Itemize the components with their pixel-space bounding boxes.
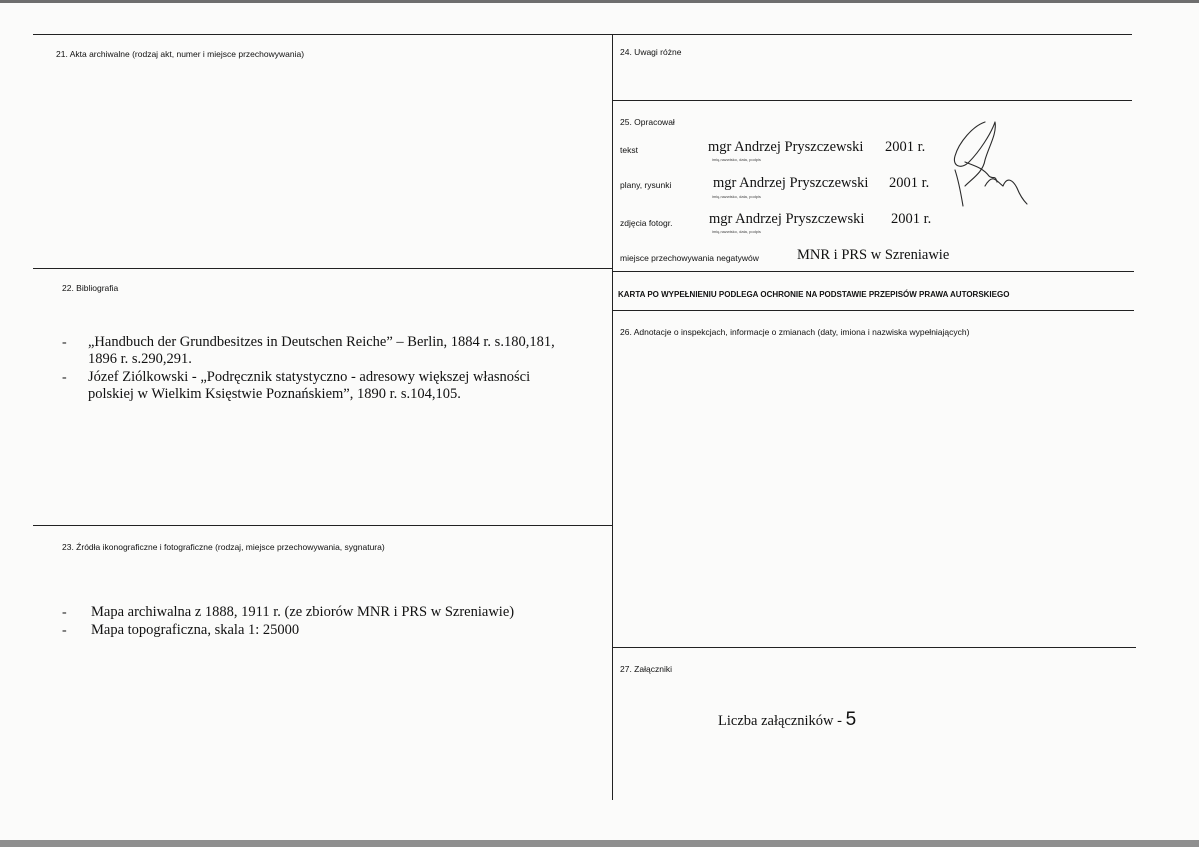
field-label-plans: plany, rysunki: [620, 180, 672, 190]
rule-24-25: [612, 100, 1132, 101]
rule-26-27: [612, 647, 1136, 648]
rule-top: [33, 34, 1132, 35]
rule-center: [612, 34, 613, 800]
bibliography-entry-line: polskiej w Wielkim Księstwie Poznańskiem”, 1890 r. s.104,105.: [88, 386, 461, 402]
bibliography-entry-line: 1896 r. s.290,291.: [88, 351, 192, 367]
rule-22-23: [33, 525, 612, 526]
source-bullet: -: [62, 623, 67, 638]
section-22-label: 22. Bibliografia: [62, 283, 119, 293]
bibliography-bullet: -: [62, 370, 67, 385]
scan-edge-top: [0, 0, 1199, 3]
bibliography-entry-line: Józef Ziólkowski - „Podręcznik statystyczno - adresowy większej własności: [88, 369, 531, 385]
author-year: 2001 r.: [889, 175, 930, 191]
author-name: mgr Andrzej Pryszczewski: [708, 139, 864, 155]
section-21-label: 21. Akta archiwalne (rodzaj akt, numer i miejsce przechowywania): [56, 49, 305, 59]
bibliography-entry-line: „Handbuch der Grundbesitzes in Deutschen Reiche” – Berlin, 1884 r. s.180,181,: [88, 334, 555, 350]
copyright-notice: KARTA PO WYPEŁNIENIU PODLEGA OCHRONIE NA PODSTAWIE PRZEPISÓW PRAWA AUTORSKIEGO: [618, 290, 1010, 299]
section-27-label: 27. Załączniki: [620, 664, 672, 674]
author-year: 2001 r.: [891, 211, 932, 227]
field-hint: imię,nazwisko, data, podpis: [712, 229, 761, 234]
negatives-location-value: MNR i PRS w Szreniawie: [797, 247, 950, 263]
attachments-count-text: [718, 711, 856, 730]
attachments-label: Liczba załączników -: [718, 713, 842, 729]
source-entry: Mapa archiwalna z 1888, 1911 r. (ze zbiorów MNR i PRS w Szreniawie): [91, 604, 515, 620]
scan-edge-bottom: [0, 840, 1199, 847]
field-hint: imię,nazwisko, data, podpis: [712, 157, 761, 162]
section-25-label: 25. Opracował: [620, 117, 675, 127]
source-entry: Mapa topograficzna, skala 1: 25000: [91, 622, 300, 638]
negatives-location-label: miejsce przechowywania negatywów: [620, 253, 759, 263]
attachments-count: 5: [845, 709, 857, 730]
bibliography-bullet: -: [62, 335, 67, 350]
author-name: mgr Andrzej Pryszczewski: [709, 211, 865, 227]
author-name: mgr Andrzej Pryszczewski: [713, 175, 869, 191]
field-label-photos: zdjęcia fotogr.: [620, 218, 673, 228]
author-year: 2001 r.: [885, 139, 926, 155]
source-bullet: -: [62, 605, 67, 620]
field-hint: imię,nazwisko, data, podpis: [712, 194, 761, 199]
rule-notice-26: [612, 310, 1134, 311]
signature-mark: [945, 116, 1035, 212]
section-24-label: 24. Uwagi różne: [620, 47, 682, 57]
section-26-label: 26. Adnotacje o inspekcjach, informacje o zmianach (daty, imiona i nazwiska wypełniających): [620, 327, 970, 337]
rule-21-22: [33, 268, 612, 269]
rule-25-notice: [612, 271, 1134, 272]
section-23-label: 23. Źródła ikonograficzne i fotograficzne (rodzaj, miejsce przechowywania, sygnatura): [62, 542, 385, 552]
field-label-text: tekst: [620, 145, 638, 155]
